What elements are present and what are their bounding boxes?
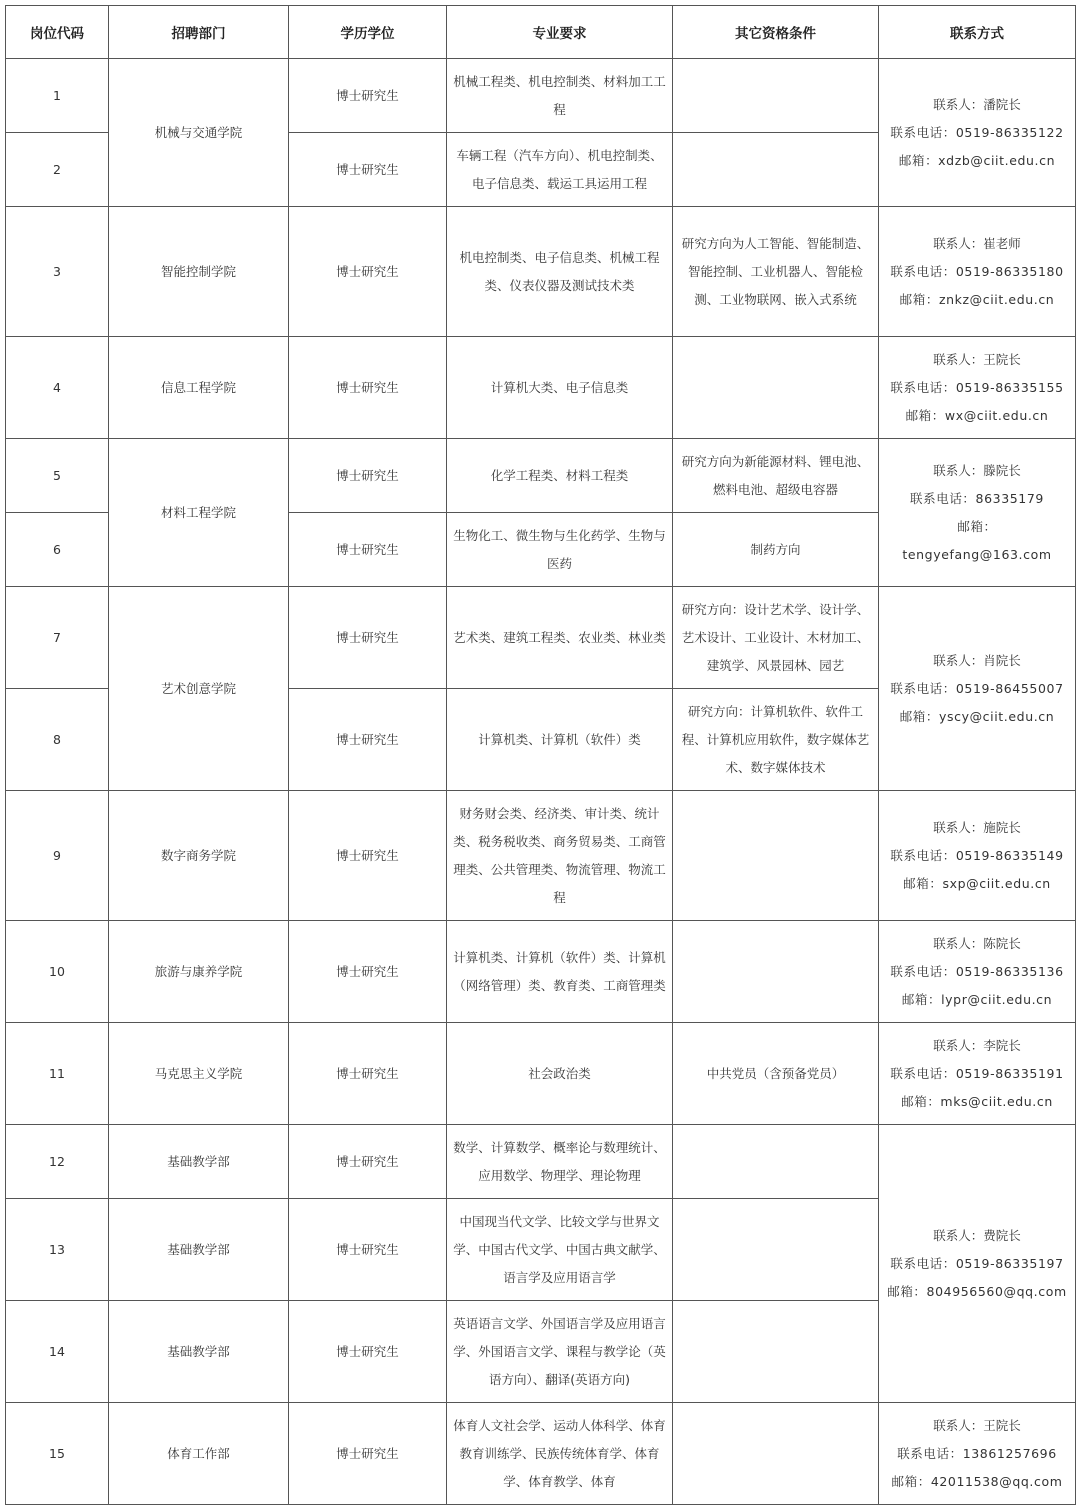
contact-email: 邮箱：xdzb@ciit.edu.cn	[898, 152, 1056, 168]
cell-contact	[879, 337, 1076, 439]
cell-contact	[879, 791, 1076, 921]
contact-email: 邮箱：mks@ciit.edu.cn	[901, 1093, 1053, 1109]
cell-dept: 智能控制学院	[109, 207, 289, 337]
table-row	[6, 207, 1076, 337]
cell-major: 艺术类、建筑工程类、农业类、林业类	[447, 587, 673, 689]
cell-dept: 数字商务学院	[109, 791, 289, 921]
cell-code: 14	[6, 1301, 109, 1403]
contact-email: 邮箱：tengyefang@163.com	[902, 518, 1052, 562]
cell-major: 机电控制类、电子信息类、机械工程类、仪表仪器及测试技术类	[447, 207, 673, 337]
cell-major: 计算机类、计算机（软件）类、计算机（网络管理）类、教育类、工商管理类	[447, 921, 673, 1023]
contact-email: 邮箱：znkz@ciit.edu.cn	[899, 291, 1055, 307]
cell-code: 5	[6, 439, 109, 513]
cell-code: 9	[6, 791, 109, 921]
header-other: 其它资格条件	[673, 6, 879, 59]
cell-dept: 基础教学部	[109, 1301, 289, 1403]
cell-degree: 博士研究生	[289, 689, 447, 791]
cell-dept: 信息工程学院	[109, 337, 289, 439]
cell-degree: 博士研究生	[289, 1199, 447, 1301]
contact-email: 邮箱：sxp@ciit.edu.cn	[903, 875, 1051, 891]
cell-degree: 博士研究生	[289, 1403, 447, 1505]
table-row	[6, 337, 1076, 439]
contact-phone: 联系电话：0519-86335149	[890, 847, 1064, 863]
cell-dept: 基础教学部	[109, 1199, 289, 1301]
cell-major: 英语语言文学、外国语言学及应用语言学、外国语言文学、课程与教学论（英语方向）、翻译(英语方向)	[447, 1301, 673, 1403]
cell-other	[673, 133, 879, 207]
cell-major: 数学、计算数学、概率论与数理统计、应用数学、物理学、理论物理	[447, 1125, 673, 1199]
contact-phone: 联系电话：86335179	[910, 490, 1044, 506]
cell-degree: 博士研究生	[289, 207, 447, 337]
table-row	[6, 439, 1076, 513]
cell-other	[673, 1301, 879, 1403]
contact-person: 联系人：肖院长	[933, 652, 1021, 668]
contact-person: 联系人：王院长	[933, 1417, 1021, 1433]
contact-phone: 联系电话：0519-86335180	[890, 263, 1064, 279]
contact-email: 邮箱：wx@ciit.edu.cn	[905, 407, 1049, 423]
cell-other	[673, 1199, 879, 1301]
cell-major: 计算机类、计算机（软件）类	[447, 689, 673, 791]
table-row	[6, 587, 1076, 689]
table-row	[6, 1125, 1076, 1199]
cell-contact	[879, 1023, 1076, 1125]
contact-phone: 联系电话：0519-86335197	[890, 1255, 1064, 1271]
header-contact: 联系方式	[879, 6, 1076, 59]
cell-contact	[879, 1403, 1076, 1505]
cell-code: 4	[6, 337, 109, 439]
cell-code: 3	[6, 207, 109, 337]
cell-other	[673, 921, 879, 1023]
cell-other: 中共党员（含预备党员）	[673, 1023, 879, 1125]
cell-contact	[879, 59, 1076, 207]
contact-person: 联系人：李院长	[933, 1037, 1021, 1053]
cell-major: 社会政治类	[447, 1023, 673, 1125]
cell-degree: 博士研究生	[289, 59, 447, 133]
contact-phone: 联系电话：0519-86455007	[890, 680, 1064, 696]
recruitment-table	[5, 5, 1076, 1505]
contact-phone: 联系电话：0519-86335136	[890, 963, 1064, 979]
cell-other	[673, 1403, 879, 1505]
cell-contact	[879, 439, 1076, 587]
contact-email: 邮箱：804956560@qq.com	[887, 1283, 1067, 1299]
cell-contact	[879, 921, 1076, 1023]
cell-major: 计算机大类、电子信息类	[447, 337, 673, 439]
cell-dept: 基础教学部	[109, 1125, 289, 1199]
table-row	[6, 791, 1076, 921]
cell-degree: 博士研究生	[289, 921, 447, 1023]
cell-other	[673, 59, 879, 133]
cell-degree: 博士研究生	[289, 439, 447, 513]
cell-code: 11	[6, 1023, 109, 1125]
cell-code: 7	[6, 587, 109, 689]
header-code: 岗位代码	[6, 6, 109, 59]
contact-person: 联系人：滕院长	[933, 462, 1021, 478]
cell-degree: 博士研究生	[289, 133, 447, 207]
contact-person: 联系人：王院长	[933, 351, 1021, 367]
table-row	[6, 1403, 1076, 1505]
cell-code: 15	[6, 1403, 109, 1505]
cell-degree: 博士研究生	[289, 587, 447, 689]
cell-code: 6	[6, 513, 109, 587]
cell-degree: 博士研究生	[289, 1125, 447, 1199]
cell-code: 10	[6, 921, 109, 1023]
contact-phone: 联系电话：0519-86335191	[890, 1065, 1064, 1081]
contact-person: 联系人：施院长	[933, 819, 1021, 835]
cell-major: 生物化工、微生物与生化药学、生物与医药	[447, 513, 673, 587]
contact-phone: 联系电话：0519-86335155	[890, 379, 1064, 395]
cell-dept: 机械与交通学院	[109, 59, 289, 207]
cell-dept: 材料工程学院	[109, 439, 289, 587]
contact-person: 联系人：崔老师	[933, 235, 1021, 251]
cell-code: 13	[6, 1199, 109, 1301]
cell-major: 财务财会类、经济类、审计类、统计类、税务税收类、商务贸易类、工商管理类、公共管理类、物流管理、物流工程	[447, 791, 673, 921]
cell-contact	[879, 587, 1076, 791]
cell-major: 车辆工程（汽车方向）、机电控制类、电子信息类、载运工具运用工程	[447, 133, 673, 207]
contact-person: 联系人：陈院长	[933, 935, 1021, 951]
cell-code: 2	[6, 133, 109, 207]
table-row	[6, 1023, 1076, 1125]
table-header-row	[6, 6, 1076, 59]
cell-contact	[879, 1125, 1076, 1403]
cell-code: 12	[6, 1125, 109, 1199]
cell-major: 体育人文社会学、运动人体科学、体育教育训练学、民族传统体育学、体育学、体育教学、体育	[447, 1403, 673, 1505]
cell-other: 研究方向为人工智能、智能制造、智能控制、工业机器人、智能检测、工业物联网、嵌入式系统	[673, 207, 879, 337]
cell-other: 研究方向为新能源材料、锂电池、燃料电池、超级电容器	[673, 439, 879, 513]
cell-dept: 艺术创意学院	[109, 587, 289, 791]
header-degree: 学历学位	[289, 6, 447, 59]
cell-dept: 体育工作部	[109, 1403, 289, 1505]
contact-phone: 联系电话：13861257696	[897, 1445, 1057, 1461]
cell-degree: 博士研究生	[289, 1023, 447, 1125]
contact-email: 邮箱：yscy@ciit.edu.cn	[899, 708, 1055, 724]
cell-other: 研究方向：设计艺术学、设计学、艺术设计、工业设计、木材加工、建筑学、风景园林、园艺	[673, 587, 879, 689]
cell-other: 研究方向：计算机软件、软件工程、计算机应用软件，数字媒体艺术、数字媒体技术	[673, 689, 879, 791]
cell-other	[673, 1125, 879, 1199]
cell-code: 1	[6, 59, 109, 133]
cell-other	[673, 791, 879, 921]
cell-dept: 马克思主义学院	[109, 1023, 289, 1125]
cell-code: 8	[6, 689, 109, 791]
contact-phone: 联系电话：0519-86335122	[890, 124, 1064, 140]
contact-person: 联系人：潘院长	[933, 96, 1021, 112]
contact-email: 邮箱：42011538@qq.com	[891, 1473, 1063, 1489]
cell-other	[673, 337, 879, 439]
header-dept: 招聘部门	[109, 6, 289, 59]
cell-contact	[879, 207, 1076, 337]
table-row	[6, 59, 1076, 133]
cell-degree: 博士研究生	[289, 513, 447, 587]
cell-degree: 博士研究生	[289, 791, 447, 921]
contact-person: 联系人：费院长	[933, 1227, 1021, 1243]
cell-major: 中国现当代文学、比较文学与世界文学、中国古代文学、中国古典文献学、语言学及应用语言学	[447, 1199, 673, 1301]
header-major: 专业要求	[447, 6, 673, 59]
cell-major: 机械工程类、机电控制类、材料加工工程	[447, 59, 673, 133]
cell-dept: 旅游与康养学院	[109, 921, 289, 1023]
cell-other: 制药方向	[673, 513, 879, 587]
table-row	[6, 921, 1076, 1023]
cell-degree: 博士研究生	[289, 337, 447, 439]
cell-major: 化学工程类、材料工程类	[447, 439, 673, 513]
cell-degree: 博士研究生	[289, 1301, 447, 1403]
contact-email: 邮箱：lypr@ciit.edu.cn	[901, 991, 1053, 1007]
